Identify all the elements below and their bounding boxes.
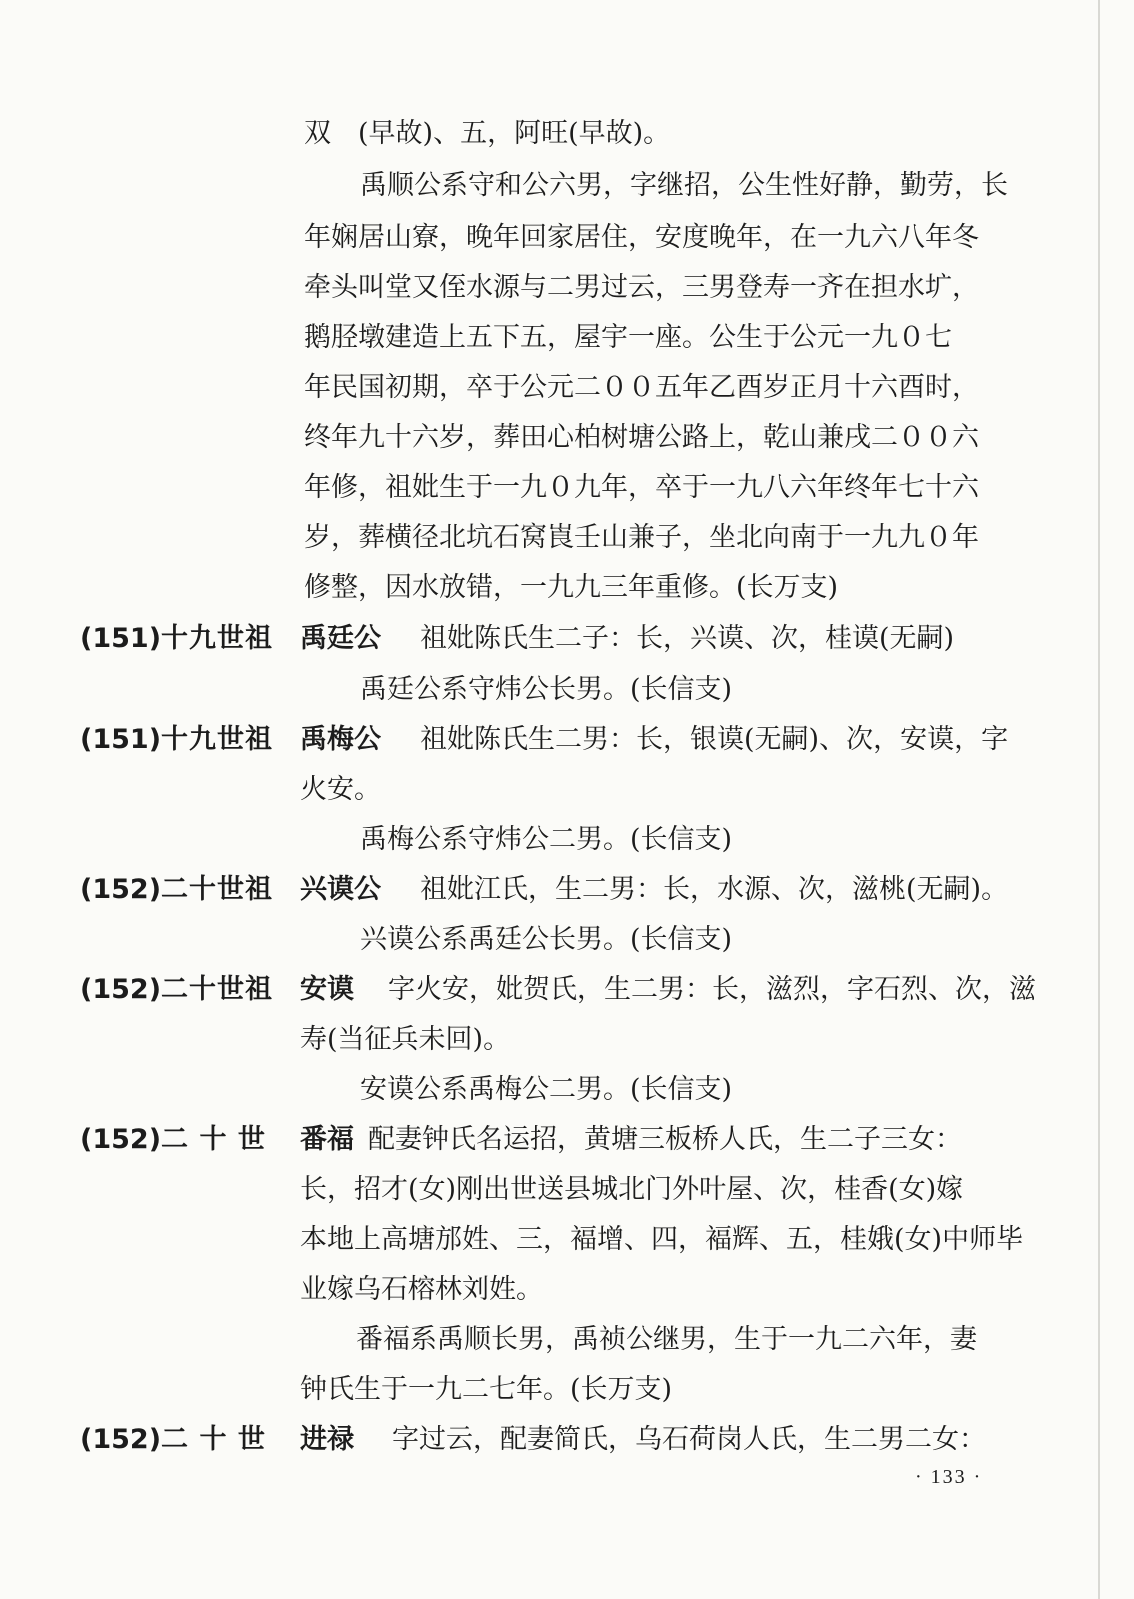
text-line	[0, 918, 1134, 962]
entry-text: 祖妣陈氏生二子：长，兴谟、次，桂谟(无嗣)	[420, 623, 955, 654]
paragraph-text: 双 (早故)、五，阿旺(早故)。	[304, 118, 671, 149]
paragraph-text: 岁，葬横径北坑石窝崀壬山兼子，坐北向南于一九九０年	[304, 522, 979, 553]
generation-number: (151)	[80, 724, 162, 755]
text-line	[0, 366, 1134, 410]
text-line	[0, 1168, 1134, 1212]
generation-number: (152)	[80, 874, 162, 905]
text-line	[0, 668, 1134, 712]
text-line	[0, 164, 1134, 208]
paragraph-text: 鹅胫墩建造上五下五，屋宇一座。公生于公元一九０七	[304, 322, 952, 353]
entry-text: 祖妣江氏，生二男：长，水源、次，滋桃(无嗣)。	[420, 874, 1009, 905]
text-line	[0, 1318, 1134, 1362]
generation-number: (152)	[80, 974, 162, 1005]
generation-label	[80, 968, 280, 1012]
ancestor-name: 禹廷公	[300, 623, 381, 654]
text-line	[0, 566, 1134, 610]
generation-title: 二十世祖	[161, 974, 274, 1005]
paragraph-text: 年修，祖妣生于一九０九年，卒于一九八六年终年七十六	[304, 472, 979, 503]
ancestor-name: 安谟	[300, 974, 354, 1005]
text-line	[0, 1268, 1134, 1312]
genealogy-entry	[0, 718, 1134, 762]
paragraph-text: 安谟公系禹梅公二男。(长信支)	[360, 1074, 733, 1105]
paragraph-text: 业嫁乌石榕林刘姓。	[300, 1274, 543, 1305]
genealogy-entry	[0, 1418, 1134, 1462]
text-line	[0, 216, 1134, 260]
genealogy-entry	[0, 1118, 1134, 1162]
ancestor-name: 禹梅公	[300, 724, 381, 755]
paragraph-text: 修整，因水放错，一九九三年重修。(长万支)	[304, 572, 839, 603]
ancestor-name: 进禄	[300, 1424, 354, 1455]
text-line	[0, 316, 1134, 360]
generation-number: (152)	[80, 1424, 162, 1455]
entry-text: 祖妣陈氏生二男：长，银谟(无嗣)、次，安谟，字	[420, 724, 1009, 755]
text-line	[0, 112, 1134, 156]
generation-title: 十九世祖	[161, 724, 274, 755]
generation-label	[80, 1418, 280, 1462]
generation-label	[80, 718, 280, 762]
paragraph-text: 钟氏生于一九二七年。(长万支)	[300, 1374, 673, 1405]
generation-label	[80, 1118, 280, 1162]
entry-text: 字过云，配妻简氏，乌石荷岗人氏，生二男二女：	[392, 1424, 986, 1455]
paragraph-text: 本地上高塘邡姓、三，褔增、四，褔辉、五，桂娥(女)中师毕	[300, 1224, 1024, 1255]
generation-title: 二 十 世	[161, 1124, 266, 1155]
generation-number: (151)	[80, 623, 162, 654]
text-line	[0, 516, 1134, 560]
paragraph-text: 年民国初期，卒于公元二００五年乙酉岁正月十六酉时，	[304, 372, 979, 403]
paragraph-text: 年娴居山寮，晚年回家居住，安度晚年，在一九六八年冬	[304, 222, 979, 253]
text-line	[0, 416, 1134, 460]
paragraph-text: 火安。	[300, 774, 381, 805]
generation-title: 二 十 世	[161, 1424, 266, 1455]
entry-text: 配妻钟氏名运招，黄塘三板桥人氏，生二子三女：	[368, 1124, 962, 1155]
text-line	[0, 1018, 1134, 1062]
ancestor-name: 番福	[300, 1124, 354, 1155]
paragraph-text: 禹廷公系守炜公长男。(长信支)	[360, 674, 733, 705]
text-line	[0, 1068, 1134, 1112]
paragraph-text: 寿(当征兵未回)。	[300, 1024, 511, 1055]
page-number: · 133 ·	[915, 1466, 983, 1488]
paragraph-text: 牵头叫堂又侄水源与二男过云，三男登寿一齐在担水圹，	[304, 272, 979, 303]
generation-title: 十九世祖	[161, 623, 274, 654]
entry-text: 字火安，妣贺氏，生二男：长，滋烈，字石烈、次，滋	[388, 974, 1036, 1005]
text-line	[0, 466, 1134, 510]
paragraph-text: 长，招才(女)刚出世送县城北门外叶屋、次，桂香(女)嫁	[300, 1174, 964, 1205]
paragraph-text: 终年九十六岁，葬田心柏树塘公路上，乾山兼戌二００六	[304, 422, 979, 453]
paragraph-text: 禹梅公系守炜公二男。(长信支)	[360, 824, 733, 855]
text-line	[0, 266, 1134, 310]
text-line	[0, 818, 1134, 862]
generation-label	[80, 868, 280, 912]
text-line	[0, 768, 1134, 812]
text-line	[0, 1368, 1134, 1412]
paragraph-text: 禹顺公系守和公六男，字继招，公生性好静，勤劳，长	[360, 170, 1008, 201]
paragraph-text: 兴谟公系禹廷公长男。(长信支)	[360, 924, 733, 955]
genealogy-entry	[0, 617, 1134, 661]
genealogy-entry	[0, 968, 1134, 1012]
ancestor-name: 兴谟公	[300, 874, 381, 905]
paragraph-text: 番福系禹顺长男，禹祯公继男，生于一九二六年，妻	[356, 1324, 977, 1355]
generation-label	[80, 617, 280, 661]
text-line	[0, 1218, 1134, 1262]
generation-number: (152)	[80, 1124, 162, 1155]
genealogy-entry	[0, 868, 1134, 912]
generation-title: 二十世祖	[161, 874, 274, 905]
